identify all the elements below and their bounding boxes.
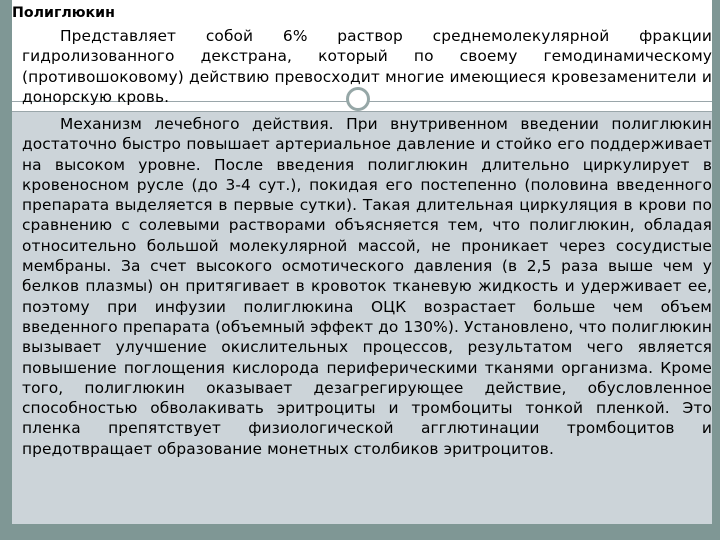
right-frame-bar xyxy=(712,0,720,540)
left-frame-bar xyxy=(0,0,12,540)
divider-line-bottom xyxy=(12,111,712,112)
slide-title: Полиглюкин xyxy=(12,5,115,21)
bottom-frame-bar xyxy=(0,524,720,540)
ring-ornament xyxy=(346,87,370,111)
mechanism-paragraph: Механизм лечебного действия. При внутривенном введении полиглюкин достаточно быстро повышает артериальное давление и стойко его поддерживает на высоком уровне. После введения полиглюкин длительно циркулирует в кровеносном русле (до 3-4 сут.), покидая его постепенно (половина введенного препарата выделяется в первые сутки). Такая длительная циркуляция в крови по сравнению с солевыми растворами объясняется тем, что полиглюкин, обладая относительно большой молекулярной массой, не проникает через сосудистые мембраны. За счет высокого осмотического давления (в 2,5 раза выше чем у белков плазмы) он притягивает в кровоток тканевую жидкость и удерживает ее, поэтому при инфузии полиглюкина ОЦК возрастает больше чем объем введенного препарата (объемный эффект до 130%). Установлено, что полиглюкин вызывает улучшение окислительных процессов, результатом чего является повышение поглощения кислорода периферическими тканями организма. Кроме того, полиглюкин оказывает дезагрегирующее действие, обусловленное способностью обволакивать эритроциты и тромбоциты тонкой пленкой. Это пленка препятствует физиологической агглютинации тромбоцитов и предотвращает образование монетных столбиков эритроцитов. xyxy=(22,115,712,458)
intro-paragraph: Представляет собой 6% раствор среднемолекулярной фракции гидролизованного декстрана, который по своему гемодинамическому (противошоковому) действию превосходит многие имеющиеся кровезаменители и донорскую кровь. xyxy=(22,27,712,106)
